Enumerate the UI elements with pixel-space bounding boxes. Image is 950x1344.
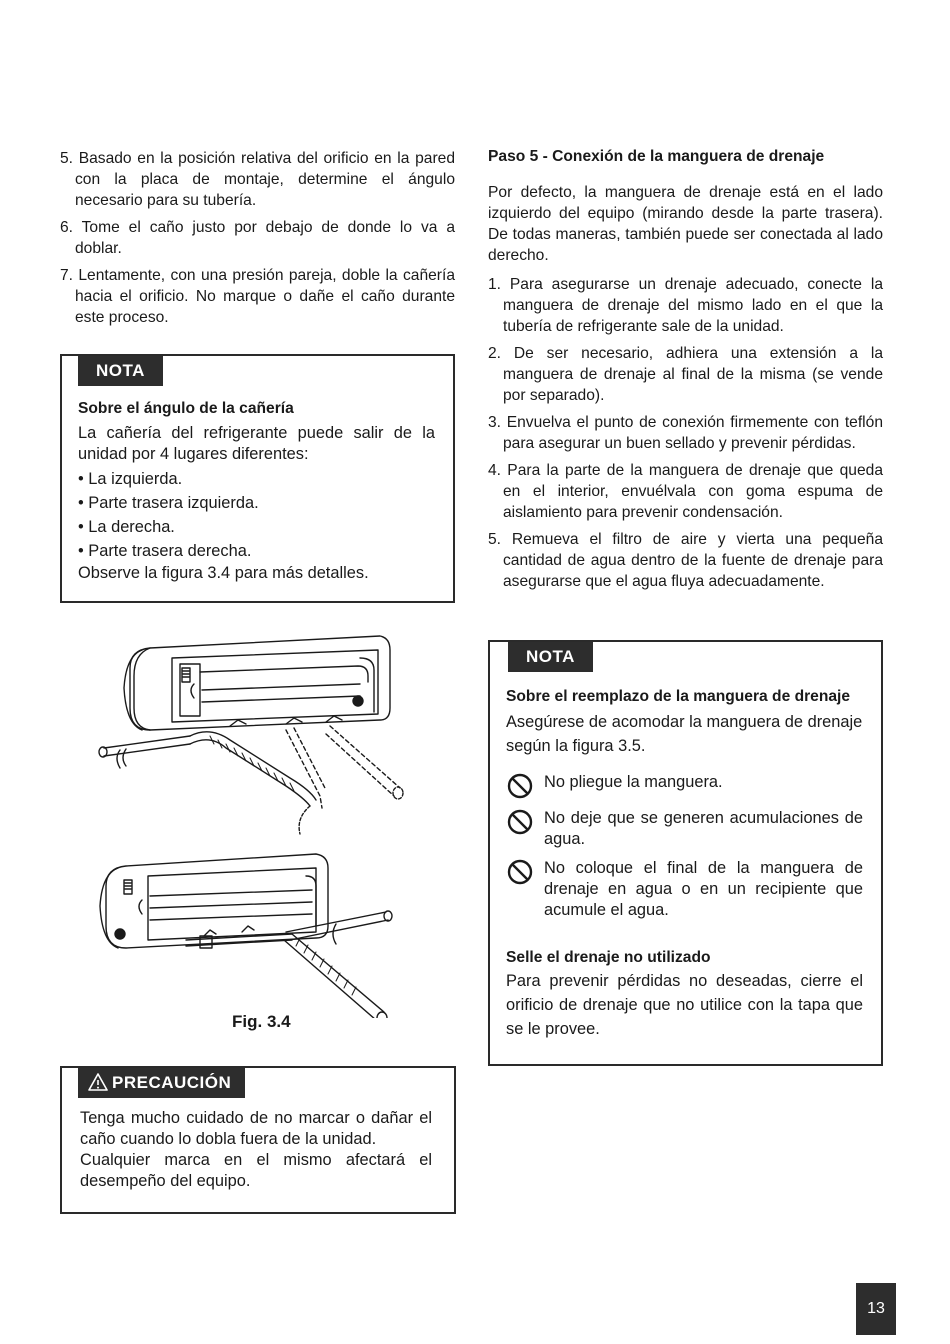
indoor-unit-top-drawing xyxy=(99,636,403,834)
warning-text: No deje que se generen acumulaciones de agua. xyxy=(544,809,863,848)
left-column xyxy=(60,148,455,334)
figure-3-4-illustration xyxy=(90,628,430,1018)
seal-text: Para prevenir pérdidas no deseadas, cierre el orificio de drenaje que no utilice con la tapa que se le provee. xyxy=(506,972,863,1038)
note-tag: NOTA xyxy=(78,356,163,386)
prohibited-icon xyxy=(506,808,534,836)
bending-steps xyxy=(60,148,455,328)
note-footer: Observe la figura 3.4 para más detalles. xyxy=(78,564,369,582)
section-heading: Paso 5 - Conexión de la manguera de drenaje xyxy=(488,148,825,165)
step-5: 5. Basado en la posición relativa del orificio en la pared con la placa de montaje, determine el ángulo necesario para su tubería. xyxy=(60,150,455,209)
note-tag: NOTA xyxy=(508,642,593,672)
figure-caption: Fig. 3.4 xyxy=(232,1012,291,1031)
list-item: • Parte trasera izquierda. xyxy=(78,494,259,512)
warning-text: No pliegue la manguera. xyxy=(544,773,723,791)
prohibited-icon xyxy=(506,772,534,800)
step-7: 7. Lentamente, con una presión pareja, doble la cañería hacia el orificio. No marque o dañe el caño durante este proceso. xyxy=(60,267,455,326)
caution-text-2: Cualquier marca en el mismo afectará el desempeño del equipo. xyxy=(80,1151,432,1190)
note-intro: La cañería del refrigerante puede salir de la unidad por 4 lugares diferentes: xyxy=(78,424,435,463)
note-title: Sobre el ángulo de la cañería xyxy=(78,400,294,417)
drain-step-4: 4. Para la parte de la manguera de drenaje que queda en el interior, envuélvala con goma espuma de aislamiento para prevenir condensación. xyxy=(488,462,883,521)
warning-item xyxy=(506,808,863,850)
caution-text-1: Tenga mucho cuidado de no marcar o dañar el caño cuando lo dobla fuera de la unidad. xyxy=(80,1109,432,1148)
warning-item xyxy=(506,772,863,800)
caution-tag-label: PRECAUCIÓN xyxy=(112,1073,232,1092)
prohibited-icon xyxy=(506,858,534,886)
drain-step-3: 3. Envuelva el punto de conexión firmemente con teflón para asegurar un buen sellado y prevenir pérdidas. xyxy=(488,414,883,452)
note-box-pipe-angle xyxy=(60,354,455,603)
drain-step-1: 1. Para asegurarse un drenaje adecuado, conecte la manguera de drenaje del mismo lado en el que la tubería de refrigerante sale de la unidad. xyxy=(488,276,883,335)
list-item: • La izquierda. xyxy=(78,470,183,488)
section-intro: Por defecto, la manguera de drenaje está en el lado izquierdo del equipo (mirando desde la parte trasera). De todas maneras, también puede ser conectada al lado derecho. xyxy=(488,184,883,264)
seal-title: Selle el drenaje no utilizado xyxy=(506,949,711,966)
note-title: Sobre el reemplazo de la manguera de drenaje xyxy=(506,688,851,705)
indoor-unit-bottom-drawing xyxy=(100,854,392,1018)
right-column xyxy=(488,148,883,598)
warning-triangle-icon xyxy=(88,1073,108,1091)
drain-steps xyxy=(488,274,883,592)
caution-tag xyxy=(78,1068,245,1098)
list-item: • La derecha. xyxy=(78,518,175,536)
warning-text: No coloque el final de la manguera de drenaje en agua o en un recipiente que acumule el agua. xyxy=(544,859,863,919)
drain-step-5: 5. Remueva el filtro de aire y vierta una pequeña cantidad de agua dentro de la fuente de drenaje para asegurarse que el agua fluya adecuadamente. xyxy=(488,531,883,590)
note-intro: Asegúrese de acomodar la manguera de drenaje según la figura 3.5. xyxy=(506,713,863,755)
step-6: 6. Tome el caño justo por debajo de donde lo va a doblar. xyxy=(60,219,455,257)
exit-locations-list xyxy=(78,467,435,563)
warning-item xyxy=(506,858,863,921)
note-box-drain-hose xyxy=(488,640,883,1066)
page-number: 13 xyxy=(856,1283,896,1335)
warning-list xyxy=(506,772,863,921)
list-item: • Parte trasera derecha. xyxy=(78,542,252,560)
caution-box xyxy=(60,1066,456,1214)
drain-step-2: 2. De ser necesario, adhiera una extensión a la manguera de drenaje al final de la misma (se vende por separado). xyxy=(488,345,883,404)
